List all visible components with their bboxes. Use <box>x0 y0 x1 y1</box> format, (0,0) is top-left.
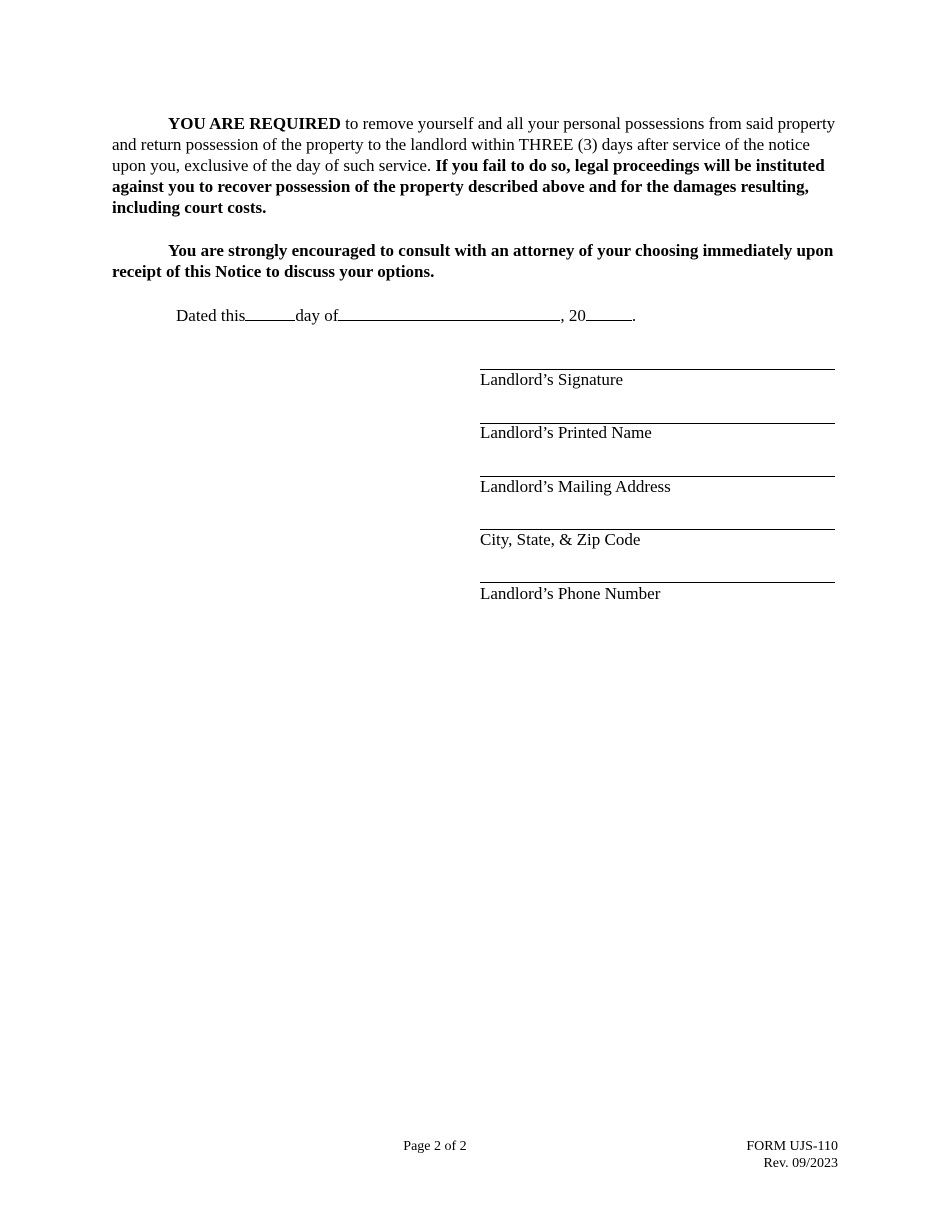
signature-label: Landlord’s Signature <box>480 370 624 389</box>
dated-suffix: . <box>631 306 637 325</box>
mailing-address-label: Landlord’s Mailing Address <box>480 477 671 496</box>
required-lead: YOU ARE REQUIRED <box>168 114 341 133</box>
form-number: FORM UJS-110 <box>746 1139 838 1154</box>
required-paragraph <box>112 113 842 218</box>
attorney-advice-paragraph <box>112 240 842 282</box>
phone-number-line[interactable] <box>480 582 835 583</box>
printed-name-label: Landlord’s Printed Name <box>480 423 652 442</box>
form-info <box>746 1138 838 1172</box>
attorney-advice-text: You are strongly encouraged to consult with an attorney of your choosing immediately upon receipt of this Notice to discuss your options. <box>112 241 834 281</box>
year-blank[interactable] <box>586 304 632 321</box>
day-blank[interactable] <box>245 304 295 321</box>
form-revision: Rev. 09/2023 <box>763 1156 838 1171</box>
city-state-zip-label: City, State, & Zip Code <box>480 530 641 549</box>
month-blank[interactable] <box>338 304 560 321</box>
dated-line <box>176 304 636 326</box>
legal-warning: If you fail to do so, legal proceedings will be instituted against you to recover possession of the property described above and for the damages resulting, including court costs. <box>112 156 825 217</box>
dated-middle: day of <box>295 306 339 325</box>
phone-number-label: Landlord’s Phone Number <box>480 584 661 603</box>
year-prefix: , 20 <box>560 306 586 325</box>
required-body: to remove yourself and all your personal possessions from said property and return possession of the property to the landlord within THREE (3) days after service of the notice upon you, exclusive of the day of such service. <box>112 114 836 175</box>
dated-prefix: Dated this <box>176 306 246 325</box>
page-number: Page 2 of 2 <box>403 1139 467 1154</box>
